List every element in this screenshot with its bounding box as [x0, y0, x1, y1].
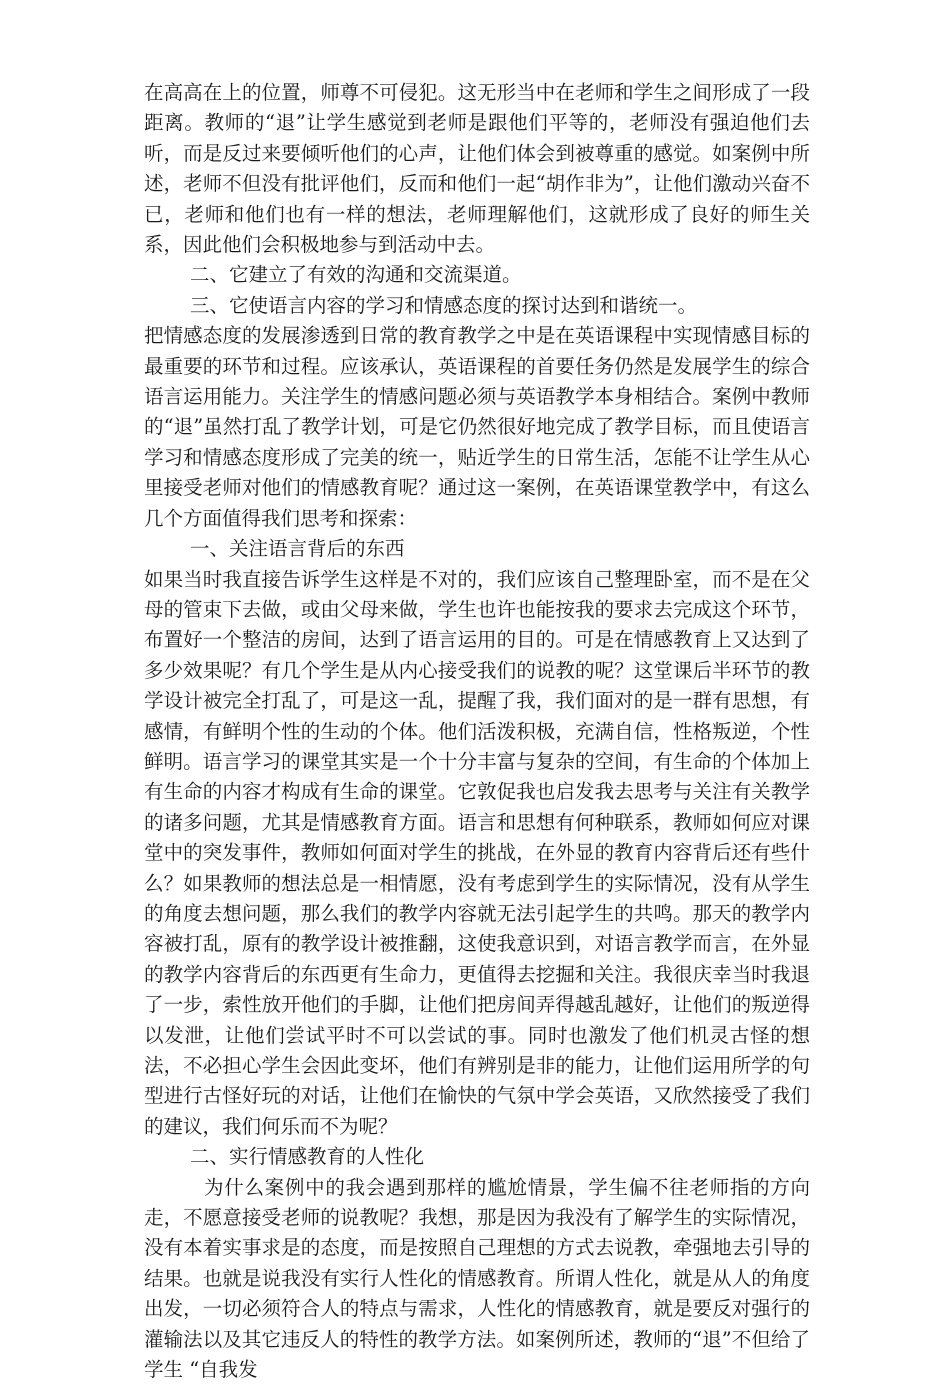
paragraph-teacher-student-relationship: 在高高在上的位置，师尊不可侵犯。这无形当中在老师和学生之间形成了一段距离。教师的“退”让学生感觉到老师是跟他们平等的，老师没有强迫他们去听，而是反过来要倾听他们的心声，让他们体会到被尊重的感觉。如案例中所述，老师不但没有批评他们，反而和他们一起“胡作非为”，让他们激动兴奋不已，老师和他们也有一样的想法，老师理解他们，这就形成了良好的师生关系，因此他们会积极地参与到活动中去。 — [144, 81, 810, 257]
paragraph-emotional-goals: 把情感态度的发展渗透到日常的教育教学之中是在英语课程中实现情感目标的最重要的环节和过程。应该承认，英语课程的首要任务仍然是发展学生的综合语言运用能力。关注学生的情感问题必须与英语教学本身相结合。案例中教师的“退”虽然打乱了教学计划，可是它仍然很好地完成了教学目标，而且使语言学习和情感态度形成了完美的统一，贴近学生的日常生活，怎能不让学生从心里接受老师对他们的情感教育呢？通过这一案例，在英语课堂教学中，有这么几个方面值得我们思考和探索： — [144, 324, 810, 530]
point-two-communication: 二、它建立了有效的沟通和交流渠道。 — [190, 263, 522, 287]
point-three-harmony: 三、它使语言内容的学习和情感态度的探讨达到和谐统一。 — [190, 293, 698, 317]
heading-humanized-education: 二、实行情感教育的人性化 — [190, 1145, 425, 1169]
document-body — [144, 78, 810, 1385]
heading-focus-behind-language: 一、关注语言背后的东西 — [190, 537, 405, 561]
paragraph-language-background: 如果当时我直接告诉学生这样是不对的，我们应该自己整理卧室，而不是在父母的管束下去做，或由父母来做，学生也许也能按我的要求去完成这个环节，布置好一个整洁的房间，达到了语言运用的目的。可是在情感教育上又达到了多少效果呢？有几个学生是从内心接受我们的说教的呢？这堂课后半环节的教学设计被完全打乱了，可是这一乱，提醒了我，我们面对的是一群有思想，有感情，有鲜明个性的生动的个体。他们活泼积极，充满自信，性格叛逆，个性鲜明。语言学习的课堂其实是一个十分丰富与复杂的空间，有生命的个体加上有生命的内容才构成有生命的课堂。它敦促我也启发我去思考与关注有关教学的诸多问题，尤其是情感教育方面。语言和思想有何种联系，教师如何应对课堂中的突发事件，教师如何面对学生的挑战，在外显的教育内容背后还有些什么？如果教师的想法总是一相情愿，没有考虑到学生的实际情况，没有从学生的角度去想问题，那么我们的教学内容就无法引起学生的共鸣。那天的教学内容被打乱，原有的教学设计被推翻，这使我意识到，对语言教学而言，在外显的教学内容背后的东西更有生命力，更值得去挖掘和关注。我很庆幸当时我退了一步，索性放开他们的手脚，让他们把房间弄得越乱越好，让他们的叛逆得以发泄，让他们尝试平时不可以尝试的事。同时也激发了他们机灵古怪的想法，不必担心学生会因此变坏，他们有辨别是非的能力，让他们运用所学的句型进行古怪好玩的对话，让他们在愉快的气氛中学会英语，又欣然接受了我们的建议，我们何乐而不为呢？ — [144, 567, 810, 1138]
paragraph-humanized-education: 为什么案例中的我会遇到那样的尴尬情景，学生偏不往老师指的方向走，不愿意接受老师的说教呢？我想，那是因为我没有了解学生的实际情况，没有本着实事求是的态度，而是按照自己理想的方式去说教，牵强地去引导的结果。也就是说我没有实行人性化的情感教育。所谓人性化，就是从人的角度出发，一切必须符合人的特点与需求，人性化的情感教育，就是要反对强行的灌输法以及其它违反人的特性的教学方法。如案例所述，教师的“退”不但给了学生 “自我发 — [144, 1175, 810, 1382]
